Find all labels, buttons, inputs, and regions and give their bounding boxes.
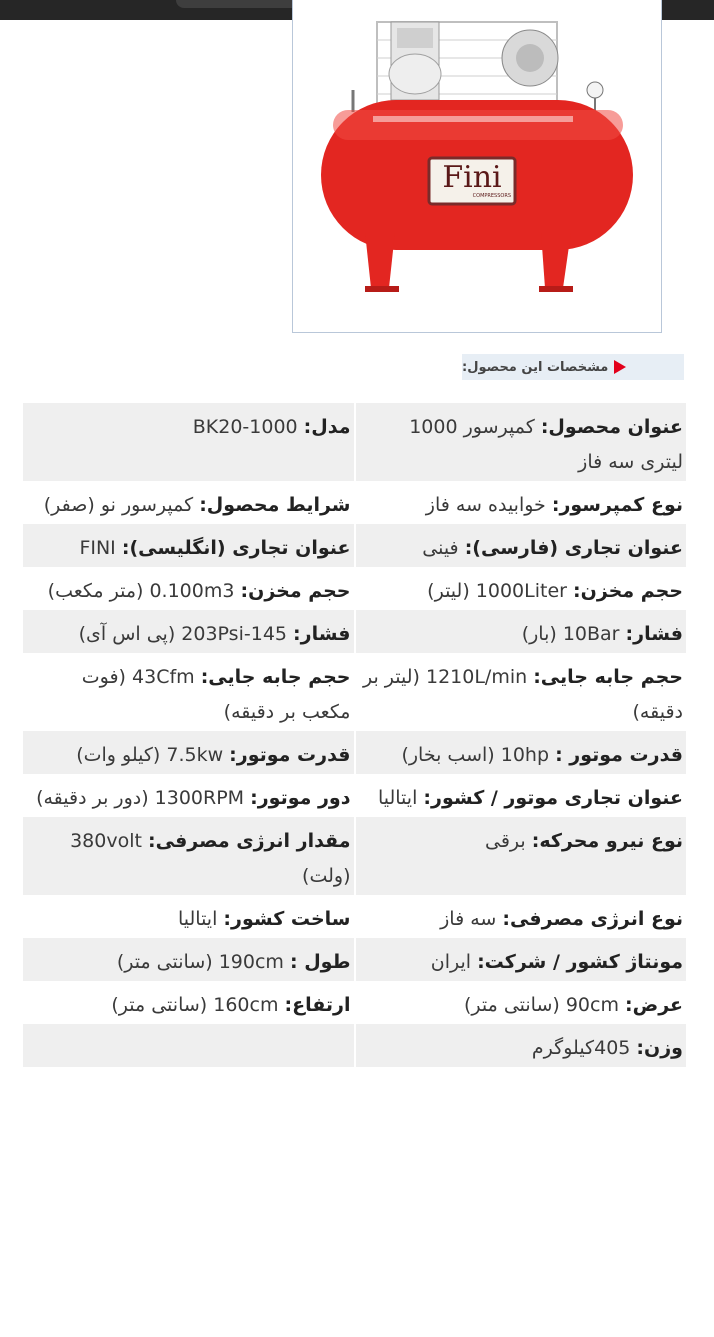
spec-value: 160cm (سانتی متر) xyxy=(111,994,279,1016)
spec-value: BK20-1000 xyxy=(192,416,298,438)
spec-cell xyxy=(23,817,355,895)
spec-cell xyxy=(23,1024,355,1067)
specs-section-header xyxy=(462,354,684,380)
spec-cell xyxy=(23,481,355,524)
spec-key: عنوان تجاری (فارسی): xyxy=(464,537,683,559)
spec-key: وزن: xyxy=(636,1037,683,1059)
spec-cell xyxy=(355,610,687,653)
spec-cell xyxy=(355,981,687,1024)
spec-key: فشار: xyxy=(293,623,351,645)
spec-value: کمپرسور نو (صفر) xyxy=(43,494,194,516)
spec-cell xyxy=(23,895,355,938)
spec-cell xyxy=(355,481,687,524)
spec-value: ایتالیا xyxy=(177,908,218,930)
spec-key: عنوان تجاری موتور / کشور: xyxy=(423,787,683,809)
spec-value: 10hp (اسب بخار) xyxy=(401,744,550,766)
table-row xyxy=(23,817,686,895)
spec-key: مدل: xyxy=(303,416,351,438)
spec-key: ساخت کشور: xyxy=(223,908,351,930)
spec-key: قدرت موتور: xyxy=(229,744,351,766)
spec-value: FINI xyxy=(79,537,116,559)
table-row xyxy=(23,610,686,653)
spec-value: 145-203Psi (پی اس آی) xyxy=(78,623,287,645)
spec-key: ارتفاع: xyxy=(284,994,351,1016)
spec-key: نوع انرژی مصرفی: xyxy=(502,908,683,930)
brand-logo-subtext: COMPRESSORS xyxy=(472,193,511,199)
spec-cell xyxy=(355,567,687,610)
spec-cell xyxy=(23,610,355,653)
arrow-left-icon xyxy=(614,360,626,374)
spec-cell xyxy=(355,524,687,567)
spec-value: ایتالیا xyxy=(377,787,418,809)
spec-key: نوع کمپرسور: xyxy=(551,494,683,516)
brand-logo-text: Fini xyxy=(442,160,502,195)
table-row xyxy=(23,895,686,938)
table-row xyxy=(23,524,686,567)
spec-key: قدرت موتور : xyxy=(555,744,683,766)
spec-value: 380volt (ولت) xyxy=(70,830,351,887)
spec-key: شرایط محصول: xyxy=(199,494,351,516)
spec-key: عنوان محصول: xyxy=(540,416,683,438)
spec-key: عنوان تجاری (انگلیسی): xyxy=(121,537,351,559)
spec-cell xyxy=(23,731,355,774)
spec-cell xyxy=(23,567,355,610)
spec-cell xyxy=(23,938,355,981)
spec-value: 7.5kw (کیلو وات) xyxy=(76,744,224,766)
spec-cell xyxy=(355,403,687,481)
spec-value: سه فاز xyxy=(440,908,497,930)
spec-value: 405کیلوگرم xyxy=(531,1037,631,1059)
spec-value: 43Cfm (فوت مکعب بر دقیقه) xyxy=(81,666,351,723)
spec-value: 190cm (سانتی متر) xyxy=(116,951,284,973)
spec-cell xyxy=(355,938,687,981)
table-row xyxy=(23,403,686,481)
spec-value: 0.100m3 (متر مکعب) xyxy=(47,580,235,602)
spec-cell xyxy=(355,817,687,895)
spec-key: مقدار انرژی مصرفی: xyxy=(148,830,351,852)
table-row xyxy=(23,567,686,610)
spec-cell xyxy=(355,895,687,938)
spec-value: 90cm (سانتی متر) xyxy=(463,994,619,1016)
spec-value: کمپرسور 1000 لیتری سه فاز xyxy=(409,416,683,473)
spec-key: حجم جابه جایی: xyxy=(533,666,683,688)
spec-value: برقی xyxy=(485,830,526,852)
spec-cell xyxy=(23,653,355,731)
spec-key: حجم جابه جایی: xyxy=(200,666,351,688)
spec-key: حجم مخزن: xyxy=(573,580,683,602)
spec-value: 1000Liter (لیتر) xyxy=(427,580,567,602)
table-row xyxy=(23,774,686,817)
table-row xyxy=(23,731,686,774)
spec-value: ایران xyxy=(430,951,472,973)
specs-section-title: مشخصات این محصول: xyxy=(462,359,609,375)
spec-key: فشار: xyxy=(625,623,683,645)
specs-table xyxy=(23,403,686,1067)
spec-key: عرض: xyxy=(625,994,683,1016)
product-image xyxy=(292,0,662,333)
spec-cell xyxy=(355,731,687,774)
spec-value: 1210L/min (لیتر بر دقیقه) xyxy=(362,666,683,723)
spec-cell xyxy=(355,1024,687,1067)
table-row xyxy=(23,653,686,731)
spec-key: نوع نیرو محرکه: xyxy=(531,830,683,852)
spec-cell xyxy=(23,524,355,567)
spec-value: خوابیده سه فاز xyxy=(425,494,546,516)
spec-key: دور موتور: xyxy=(250,787,351,809)
spec-key: حجم مخزن: xyxy=(240,580,351,602)
spec-cell xyxy=(23,774,355,817)
spec-key: مونتاژ کشور / شرکت: xyxy=(477,951,683,973)
spec-value: 1300RPM (دور بر دقیقه) xyxy=(36,787,245,809)
spec-cell xyxy=(355,774,687,817)
table-row xyxy=(23,481,686,524)
spec-cell xyxy=(23,981,355,1024)
spec-value: 10Bar (بار) xyxy=(521,623,620,645)
table-row xyxy=(23,938,686,981)
spec-cell xyxy=(355,653,687,731)
spec-key: طول : xyxy=(289,951,351,973)
table-row xyxy=(23,1024,686,1067)
spec-cell xyxy=(23,403,355,481)
spec-value: فینی xyxy=(422,537,459,559)
table-row xyxy=(23,981,686,1024)
